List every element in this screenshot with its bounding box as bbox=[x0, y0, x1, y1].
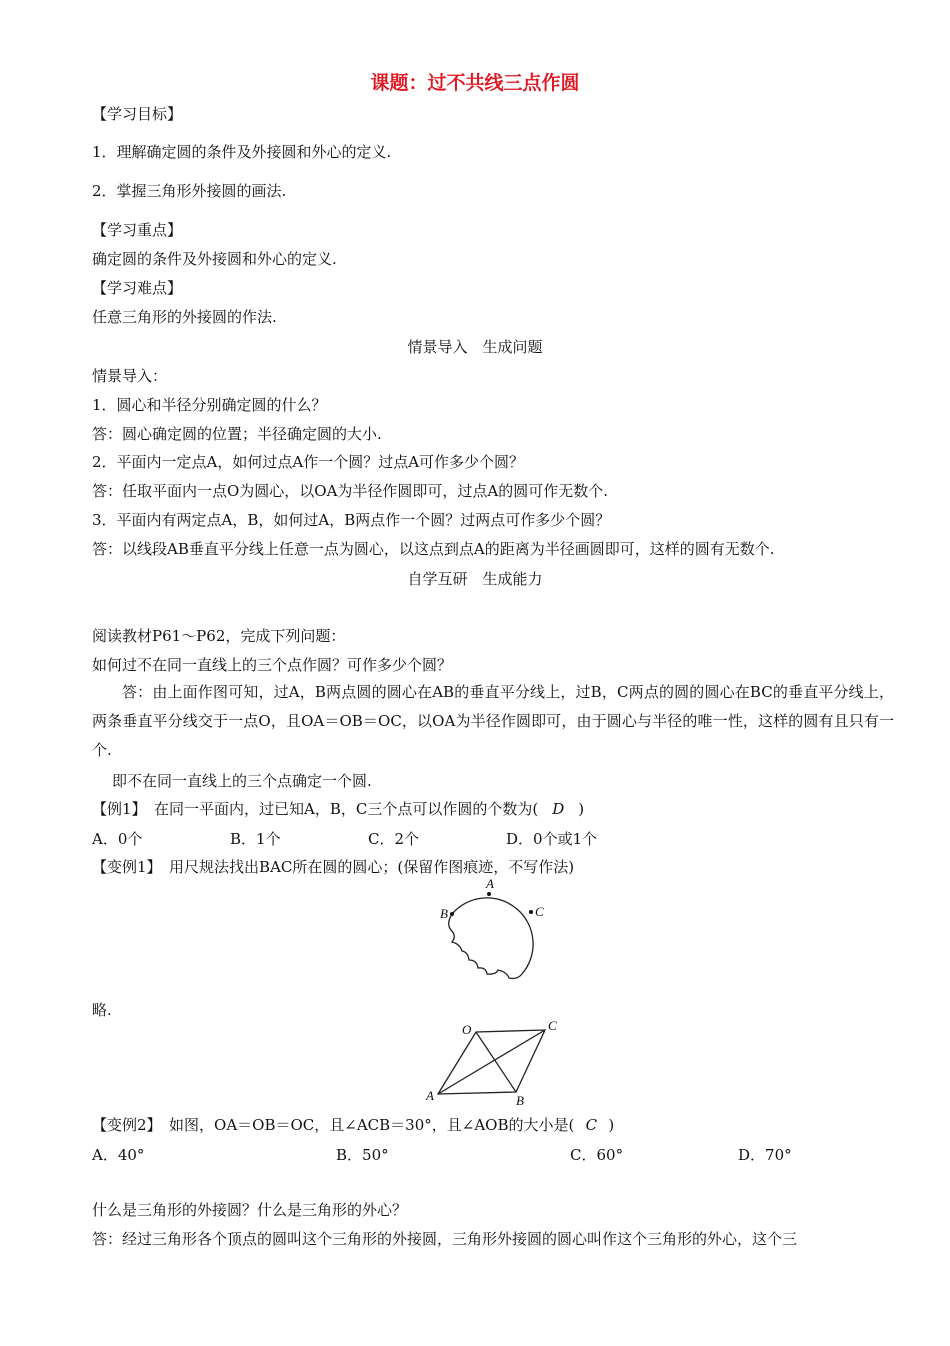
example1-label: 【例1】 bbox=[92, 800, 140, 818]
example1-option-d: D．0个或1个 bbox=[506, 830, 598, 848]
variant1-answer: 略. bbox=[92, 1001, 112, 1019]
point-c bbox=[529, 910, 533, 914]
label-o: O bbox=[462, 1022, 472, 1037]
label-a: A bbox=[486, 876, 494, 891]
page-title: 课题：过不共线三点作圆 bbox=[370, 72, 580, 94]
variant2-text: 如图，OA＝OB＝OC，且∠ACB＝30°，且∠AOB的大小是( bbox=[154, 1116, 575, 1134]
point-a bbox=[487, 892, 491, 896]
variant2-option-d: D．70° bbox=[738, 1146, 792, 1164]
example1-text: 在同一平面内，过已知A，B，C三个点可以作圆的个数为( bbox=[139, 800, 539, 818]
arc-bac bbox=[452, 898, 533, 974]
broken-circle-figure bbox=[430, 872, 550, 987]
example1-option-a: A．0个 bbox=[92, 830, 143, 848]
example1-question bbox=[92, 799, 584, 819]
variant1-text: 用尺规法找出BAC所在圆的圆心；(保留作图痕迹，不写作法) bbox=[154, 858, 575, 876]
example1-option-c: C．2个 bbox=[368, 830, 420, 848]
section-heading-intro: 情景导入 生成问题 bbox=[407, 338, 543, 356]
variant2-option-a: A．40° bbox=[92, 1146, 145, 1164]
study-question: 如何过不在同一直线上的三个点作圆？可作多少个圆？ bbox=[92, 656, 453, 674]
label-c2: C bbox=[548, 1018, 557, 1033]
variant2-answer: C bbox=[585, 1116, 598, 1134]
label-c: C bbox=[535, 904, 544, 919]
example1-close: ) bbox=[578, 800, 585, 818]
difficulty-heading: 【学习难点】 bbox=[92, 279, 183, 297]
intro-line-1: 1．圆心和半径分别确定圆的什么？ bbox=[92, 396, 327, 414]
section-heading-self-study: 自学互研 生成能力 bbox=[407, 570, 543, 588]
point-b bbox=[450, 912, 454, 916]
label-b2: B bbox=[516, 1093, 524, 1106]
variant2-question bbox=[92, 1115, 614, 1135]
example1-option-b: B．1个 bbox=[230, 830, 281, 848]
circumcircle-question: 什么是三角形的外接圆？什么是三角形的外心？ bbox=[92, 1201, 408, 1219]
objectives-heading: 【学习目标】 bbox=[92, 105, 183, 123]
key-point-heading: 【学习重点】 bbox=[92, 221, 183, 239]
difficulty-text: 任意三角形的外接圆的作法. bbox=[92, 308, 277, 326]
variant2-label: 【变例2】 bbox=[92, 1116, 155, 1134]
label-b: B bbox=[440, 906, 448, 921]
key-point-text: 确定圆的条件及外接圆和外心的定义. bbox=[92, 250, 337, 268]
variant1-label: 【变例1】 bbox=[92, 858, 155, 876]
label-a2: A bbox=[426, 1088, 434, 1103]
objective-item-2: 2．掌握三角形外接圆的画法. bbox=[92, 182, 287, 200]
reading-instruction: 阅读教材P61～P62，完成下列问题： bbox=[92, 627, 346, 645]
quadrilateral-figure bbox=[420, 1016, 570, 1106]
study-conclusion: 即不在同一直线上的三个点确定一个圆. bbox=[112, 772, 372, 790]
intro-line-5: 3．平面内有两定点A，B，如何过A，B两点作一个圆？过两点可作多少个圆？ bbox=[92, 511, 611, 529]
intro-line-6: 答：以线段AB垂直平分线上任意一点为圆心，以这点到点A的距离为半径画圆即可，这样的圆有无数个. bbox=[92, 540, 775, 558]
objective-item-1: 1．理解确定圆的条件及外接圆和外心的定义. bbox=[92, 143, 392, 161]
intro-label: 情景导入： bbox=[92, 367, 168, 385]
segment-ac bbox=[438, 1030, 545, 1094]
intro-line-2: 答：圆心确定圆的位置；半径确定圆的大小. bbox=[92, 425, 382, 443]
segment-ob bbox=[476, 1032, 516, 1092]
study-answer: 答：由上面作图可知，过A，B两点圆的圆心在AB的垂直平分线上，过B，C两点的圆的圆心在BC的垂直平分线上，两条垂直平分线交于一点O，且OA＝OB＝OC，以OA为半径作圆即可，由于圆心与半径的唯一性，这样的圆有且只有一个. bbox=[92, 683, 894, 759]
example1-answer: D bbox=[552, 800, 565, 818]
intro-line-3: 2．平面内一定点A，如何过点A作一个圆？过点A可作多少个圆？ bbox=[92, 453, 525, 471]
torn-edge bbox=[449, 914, 522, 979]
variant2-option-c: C．60° bbox=[570, 1146, 624, 1164]
variant2-close: ) bbox=[608, 1116, 615, 1134]
intro-line-4: 答：任取平面内一点O为圆心，以OA为半径作圆即可，过点A的圆可作无数个. bbox=[92, 482, 609, 500]
variant2-option-b: B．50° bbox=[336, 1146, 389, 1164]
circumcircle-answer: 答：经过三角形各个顶点的圆叫这个三角形的外接圆，三角形外接圆的圆心叫作这个三角形的外心，这个三 bbox=[92, 1230, 798, 1248]
